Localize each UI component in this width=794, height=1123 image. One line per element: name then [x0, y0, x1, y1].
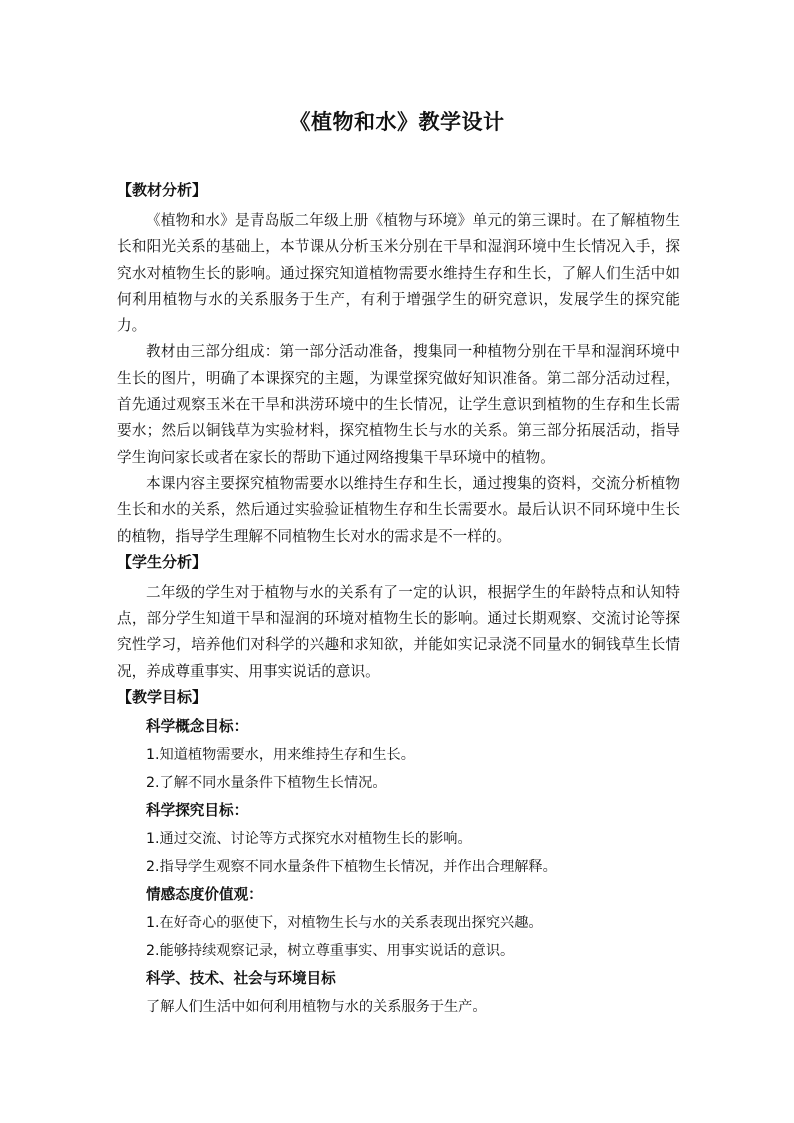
goal-item: 了解人们生活中如何利用植物与水的关系服务于生产。: [146, 999, 487, 1016]
subheading-concept-goals: 科学概念目标：: [146, 718, 249, 736]
subheading-stse-goals: 科学、技术、社会与环境目标: [146, 970, 336, 988]
subheading-attitude-goals: 情感态度价值观：: [146, 886, 263, 904]
paragraph: 二年级的学生对于植物与水的关系有了一定的认识，根据学生的年龄特点和认知特点，部分学生知道干旱和湿润的环境对植物生长的影响。通过长期观察、交流讨论等探究性学习，培养他们对科学的兴趣和求知欲，并能如实记录浇不同量水的铜钱草生长情况，养成尊重事实、用事实说话的意识。: [117, 583, 680, 680]
goal-item: 2.能够持续观察记录，树立尊重事实、用事实说话的意识。: [146, 943, 515, 960]
goal-item: 2.了解不同水量条件下植物生长情况。: [146, 775, 387, 792]
section-heading-student-analysis: 【学生分析】: [117, 552, 208, 571]
goal-item: 2.指导学生观察不同水量条件下植物生长情况，并作出合理解释。: [146, 859, 557, 876]
goal-item: 1.知道植物需要水，用来维持生存和生长。: [146, 747, 415, 764]
paragraph: 《植物和水》是青岛版二年级上册《植物与环境》单元的第三课时。在了解植物生长和阳光关系的基础上，本节课从分析玉米分别在干旱和湿润环境中生长情况入手，探究水对植物生长的影响。通过探究知道植物需要水维持生存和生长，了解人们生活中如何利用植物与水的关系服务于生产，有利于增强学生的研究意识，发展学生的探究能力。: [117, 212, 680, 335]
goal-item: 1.通过交流、讨论等方式探究水对植物生长的影响。: [146, 831, 472, 848]
paragraph: 本课内容主要探究植物需要水以维持生存和生长，通过搜集的资料，交流分析植物生长和水的关系，然后通过实验验证植物生存和生长需要水。最后认识不同环境中生长的植物，指导学生理解不同植物生长对水的需求是不一样的。: [117, 474, 680, 545]
document-body: [117, 178, 680, 1021]
paragraph: 教材由三部分组成：第一部分活动准备，搜集同一种植物分别在干旱和湿润环境中生长的图片，明确了本课探究的主题，为课堂探究做好知识准备。第二部分活动过程，首先通过观察玉米在干旱和洪涝环境中的生长情况，让学生意识到植物的生存和生长需要水；然后以铜钱草为实验材料，探究植物生长与水的关系。第三部分拓展活动，指导学生询问家长或者在家长的帮助下通过网络搜集干旱环境中的植物。: [117, 343, 680, 466]
section-heading-teaching-goals: 【教学目标】: [117, 688, 208, 707]
section-heading-textbook-analysis: 【教材分析】: [117, 181, 208, 199]
document-title: 《植物和水》教学设计: [289, 109, 505, 134]
goal-item: 1.在好奇心的驱使下，对植物生长与水的关系表现出探究兴趣。: [146, 915, 543, 932]
subheading-inquiry-goals: 科学探究目标：: [146, 802, 249, 820]
